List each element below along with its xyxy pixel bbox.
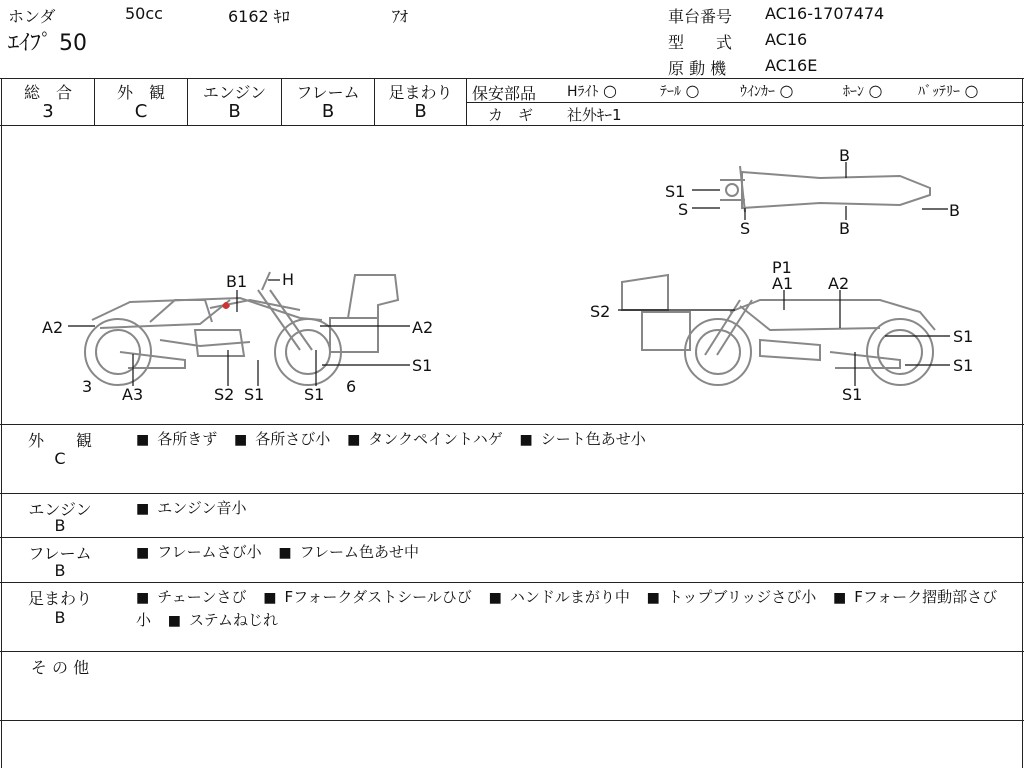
diag-label: B: [839, 219, 850, 238]
diag-label: P1: [772, 258, 792, 277]
diag-label: A2: [42, 318, 64, 337]
grade-exterior: C: [134, 101, 148, 122]
color: ｱｵ: [392, 7, 409, 26]
ok-mark: ○: [602, 81, 617, 100]
section-title-exterior: 外 観: [27, 431, 92, 450]
diag-label: A3: [122, 385, 144, 404]
diag-label: H: [282, 270, 295, 289]
safety-label: 保安部品: [472, 84, 537, 103]
diag-label: S2: [214, 385, 235, 404]
remark-item: ■ 各所さび小: [234, 430, 330, 448]
ok-mark: ○: [685, 81, 700, 100]
grade-header-engine: エンジン: [202, 83, 267, 102]
section-title-suspension: 足まわり: [27, 589, 92, 608]
ok-mark: ○: [779, 81, 794, 100]
remark-item: ■ チェーンさび: [136, 588, 247, 606]
section-items-frame: [136, 541, 431, 562]
diag-label: S: [740, 219, 751, 238]
section-title-frame: フレーム: [28, 544, 92, 563]
mileage: 6162 ｷﾛ: [228, 7, 290, 26]
maker: ホンダ: [8, 7, 56, 26]
frame-no-label: 車台番号: [668, 7, 733, 26]
diag-label: 6: [346, 377, 357, 396]
type-value: AC16: [765, 30, 808, 49]
remark-item: ■ タンクペイントハゲ: [347, 430, 503, 448]
diag-label: A2: [828, 274, 850, 293]
diag-label: A1: [772, 274, 794, 293]
ok-mark: ○: [868, 81, 883, 100]
diag-label: 3: [82, 377, 93, 396]
section-title-engine: エンジン: [28, 500, 92, 519]
remark-item: ■ エンジン音小: [136, 499, 247, 517]
diag-label: B1: [226, 272, 248, 291]
section-items-exterior: [136, 428, 658, 449]
diag-label: S1: [665, 182, 686, 201]
model-name: ｴｲﾌﾟ 50: [8, 31, 87, 56]
displacement: 50cc: [125, 4, 163, 23]
grade-header-exterior: 外 観: [116, 83, 165, 102]
section-grade-engine: B: [54, 516, 66, 535]
remark-item: ■ Fフォーク摺動部さび小: [136, 588, 997, 629]
key-value: 社外ｷｰ1: [567, 106, 622, 124]
rust-mark-icon: [222, 302, 230, 309]
diag-label: S1: [304, 385, 325, 404]
remark-item: ■ フレームさび小: [136, 543, 262, 561]
remark-item: ■ ステムねじれ: [168, 611, 278, 629]
diag-label: S1: [953, 327, 974, 346]
safety-horn: ﾎｰﾝ ○: [843, 81, 883, 100]
diag-label: S1: [953, 356, 974, 375]
section-title-other: そ の 他: [30, 658, 90, 677]
remark-item: ■ フレーム色あせ中: [278, 543, 419, 561]
remark-item: ■ トップブリッジさび小: [647, 588, 817, 606]
section-items-suspension: [136, 586, 1016, 632]
grade-header-frame: フレーム: [296, 83, 360, 102]
diag-label: S1: [244, 385, 265, 404]
diag-label: S1: [412, 356, 433, 375]
engine-label: 原 動 機: [668, 59, 727, 78]
diag-label: B: [949, 201, 960, 220]
grade-frame: B: [321, 101, 335, 122]
grade-engine: B: [228, 101, 241, 122]
ok-mark: ○: [964, 81, 979, 100]
top-view-bike: [720, 166, 930, 212]
diag-label: S1: [842, 385, 863, 404]
diag-label: S2: [590, 302, 611, 321]
remark-item: ■ 各所きず: [136, 430, 217, 448]
grade-header-suspension: 足まわり: [388, 83, 453, 102]
safety-battery: ﾊﾞｯﾃﾘｰ ○: [918, 81, 979, 100]
section-items-engine: [136, 497, 259, 518]
type-label: 型 式: [668, 33, 733, 52]
frame-no: AC16-1707474: [765, 4, 885, 23]
engine-value: AC16E: [765, 56, 818, 75]
grade-header-overall: 総 合: [23, 83, 72, 102]
grade-suspension: B: [414, 101, 427, 122]
remark-item: ■ ハンドルまがり中: [489, 588, 630, 606]
diag-label: B: [839, 146, 850, 165]
remark-item: ■ Fフォークダストシールひび: [263, 588, 472, 606]
grade-overall: 3: [42, 101, 54, 122]
diag-label: S: [678, 200, 689, 219]
section-grade-suspension: B: [54, 608, 66, 627]
section-grade-frame: B: [54, 561, 66, 580]
safety-headlight: Hﾗｲﾄ ○: [567, 81, 617, 100]
key-label: カ ギ: [488, 106, 534, 124]
diag-label: A2: [412, 318, 434, 337]
label-leaders: [68, 162, 950, 386]
safety-winker: ｳｲﾝｶｰ ○: [740, 81, 794, 100]
remark-item: ■ シート色あせ小: [519, 430, 645, 448]
safety-tail: ﾃｰﾙ ○: [660, 81, 700, 100]
section-grade-exterior: C: [54, 449, 66, 468]
